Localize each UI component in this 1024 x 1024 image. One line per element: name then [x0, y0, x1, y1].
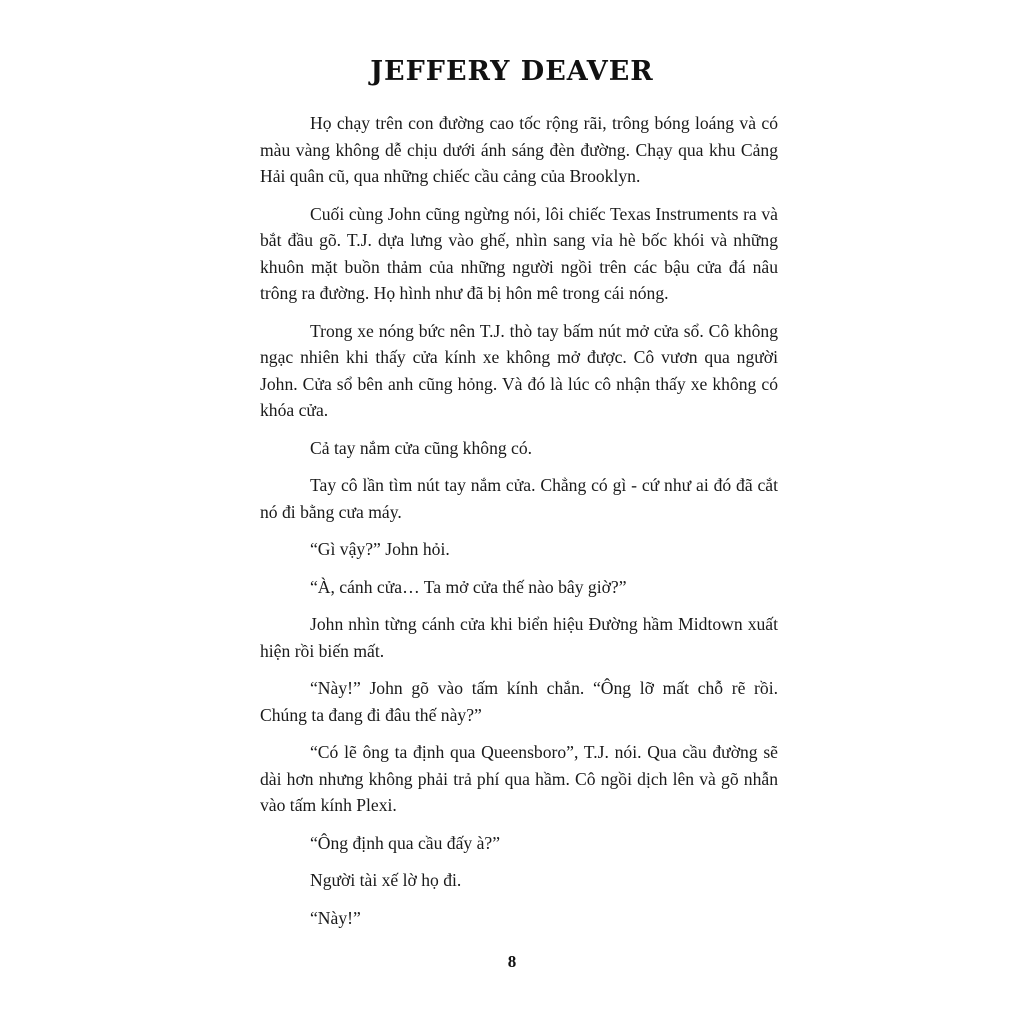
paragraph: “Này!” John gõ vào tấm kính chắn. “Ông lỡ mất chỗ rẽ rồi. Chúng ta đang đi đâu thế này?”: [260, 678, 778, 725]
paragraph: John nhìn từng cánh cửa khi biển hiệu Đường hầm Midtown xuất hiện rồi biến mất.: [260, 614, 778, 661]
running-header: JEFFERY DEAVER: [370, 56, 654, 87]
paragraph: Họ chạy trên con đường cao tốc rộng rãi, trông bóng loáng và có màu vàng không dễ chịu dưới ánh sáng đèn đường. Chạy qua khu Cảng Hải quân cũ, qua những chiếc cầu cảng của Brooklyn.: [260, 113, 778, 186]
paragraph: “À, cánh cửa… Ta mở cửa thế nào bây giờ?”: [310, 576, 627, 597]
paragraph: “Gì vậy?” John hỏi.: [310, 539, 450, 559]
page-number: 8: [507, 952, 517, 971]
body-text: [260, 110, 778, 942]
paragraph: Cả tay nắm cửa cũng không có.: [310, 437, 533, 458]
paragraph: Người tài xế lờ họ đi.: [310, 870, 462, 890]
paragraph: “Có lẽ ông ta định qua Queensboro”, T.J. nói. Qua cầu đường sẽ dài hơn nhưng không phải trả phí qua hầm. Cô ngồi dịch lên và gõ nhẫn vào tấm kính Plexi.: [260, 742, 778, 815]
paragraph: Trong xe nóng bức nên T.J. thò tay bấm nút mở cửa sổ. Cô không ngạc nhiên khi thấy cửa kính xe không mở được. Cô vươn qua người John. Cửa sổ bên anh cũng hỏng. Và đó là lúc cô nhận thấy xe không có khóa cửa.: [260, 320, 778, 420]
paragraph: “Này!”: [310, 907, 361, 928]
paragraph: Cuối cùng John cũng ngừng nói, lôi chiếc Texas Instruments ra và bắt đầu gõ. T.J. dựa lưng vào ghế, nhìn sang vỉa hè bốc khói và những khuôn mặt buồn thảm của những người ngồi trên các bậu cửa đá nâu trông ra đường. Họ hình như đã bị hôn mê trong cái nóng.: [260, 203, 778, 303]
paragraph: “Ông định qua cầu đấy à?”: [310, 832, 501, 853]
paragraph: Tay cô lần tìm nút tay nắm cửa. Chẳng có gì - cứ như ai đó đã cắt nó đi bằng cưa máy.: [260, 475, 778, 522]
